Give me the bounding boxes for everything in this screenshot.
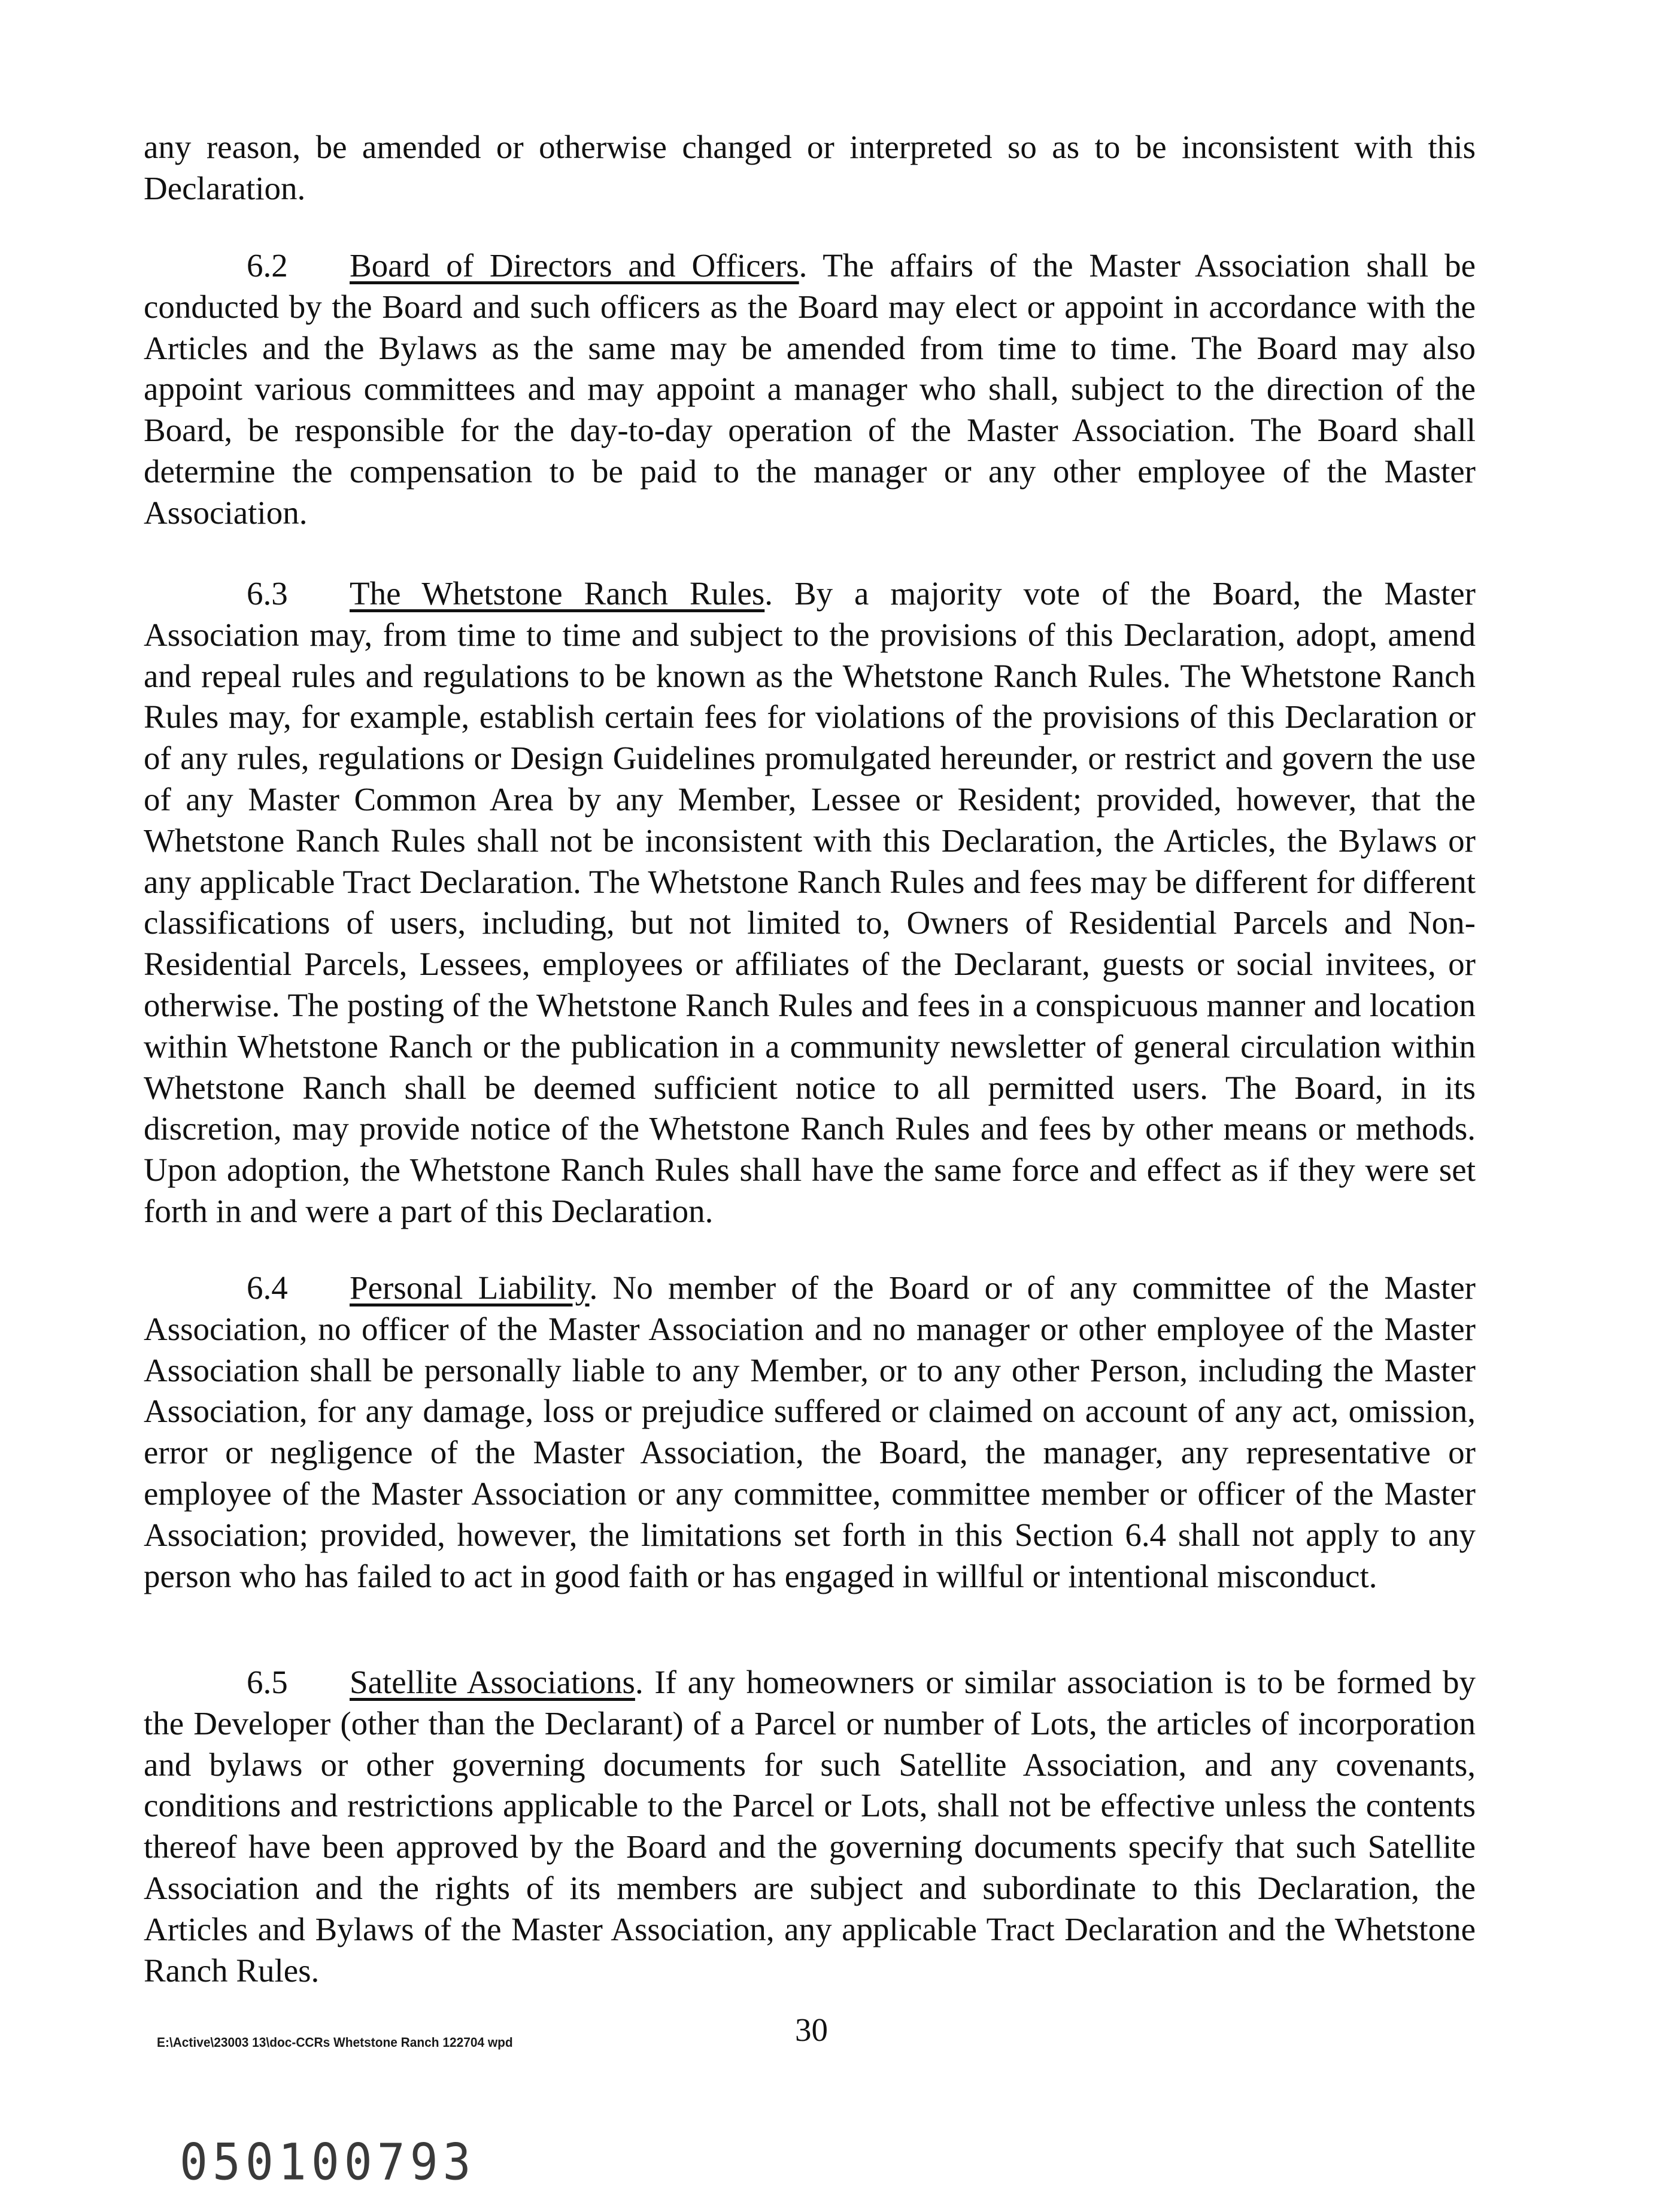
section-title: Personal Liability <box>350 1269 590 1306</box>
section-body: If any homeowners or similar association is to be formed by the Developer (other than the Declarant) of a Parcel or number of Lots, the articles of incorporation and bylaws or other governing documents for such Satellite Association, and any covenants, conditions and restrictions applicable to the Parcel or Lots, shall not be effective unless the contents thereof have been approved by the Board and the governing documents specify that such Satellite Association and the rights of its members are subject and subordinate to this Declaration, the Articles and Bylaws of the Master Association, any applicable Tract Declaration and the Whetstone Ranch Rules. <box>144 1664 1476 1989</box>
section-6-2: 6.2 Board of Directors and Officers. The affairs of the Master Association shall be conducted by the Board and such officers as the Board may elect or appoint in accordance with the Articles and the Bylaws as the same may be amended from time to time. The Board may also appoint various committees and may appoint a manager who shall, subject to the direction of the Board, be responsible for the day-to-day operation of the Master Association. The Board shall determine the compensation to be paid to the manager or any other employee of the Master Association. <box>144 245 1476 534</box>
section-number: 6.5 <box>247 1664 288 1700</box>
page-number: 30 <box>795 2012 828 2048</box>
section-number: 6.2 <box>247 247 288 284</box>
section-title: Satellite Associations <box>350 1664 635 1700</box>
section-6-3: 6.3 The Whetstone Ranch Rules. By a majority vote of the Board, the Master Association may, from time to time and subject to the provisions of this Declaration, adopt, amend and repeal rules and regulations to be known as the Whetstone Ranch Rules. The Whetstone Ranch Rules may, for example, establish certain fees for violations of the provisions of this Declaration or of any rules, regulations or Design Guidelines promulgated hereunder, or restrict and govern the use of any Master Common Area by any Member, Lessee or Resident; provided, however, that the Whetstone Ranch Rules shall not be inconsistent with this Declaration, the Articles, the Bylaws or any applicable Tract Declaration. The Whetstone Ranch Rules and fees may be different for different classifications of users, including, but not limited to, Owners of Residential Parcels and Non-Residential Parcels, Lessees, employees or affiliates of the Declarant, guests or social invitees, or otherwise. The posting of the Whetstone Ranch Rules and fees in a conspicuous manner and location within Whetstone Ranch or the publication in a community newsletter of general circulation within Whetstone Ranch shall be deemed sufficient notice to all permitted users. The Board, in its discretion, may provide notice of the Whetstone Ranch Rules and fees by other means or methods. Upon adoption, the Whetstone Ranch Rules shall have the same force and effect as if they were set forth in and were a part of this Declaration. <box>144 573 1476 1232</box>
section-title: Board of Directors and Officers <box>350 247 799 284</box>
document-stamp-number: 050100793 <box>180 2134 476 2192</box>
section-number: 6.4 <box>247 1269 288 1306</box>
section-6-4: 6.4 Personal Liability. No member of the Board or of any committee of the Master Association, no officer of the Master Association and no manager or other employee of the Master Association shall be personally liable to any Member, or to any other Person, including the Master Association, for any damage, loss or prejudice suffered or claimed on account of any act, omission, error or negligence of the Master Association, the Board, the manager, any representative or employee of the Master Association or any committee, committee member or officer of the Master Association; provided, however, the limitations set forth in this Section 6.4 shall not apply to any person who has failed to act in good faith or has engaged in willful or intentional misconduct. <box>144 1268 1476 1597</box>
lead-paragraph: any reason, be amended or otherwise changed or interpreted so as to be inconsistent with this Declaration. <box>144 129 1476 206</box>
section-body: No member of the Board or of any committee of the Master Association, no officer of the Master Association and no manager or other employee of the Master Association shall be personally liable to any Member, or to any other Person, including the Master Association, for any damage, loss or prejudice suffered or claimed on account of any act, omission, error or negligence of the Master Association, the Board, the manager, any representative or employee of the Master Association or any committee, committee member or officer of the Master Association; provided, however, the limitations set forth in this Section 6.4 shall not apply to any person who has failed to act in good faith or has engaged in willful or intentional misconduct. <box>144 1269 1476 1594</box>
section-body: By a majority vote of the Board, the Master Association may, from time to time and subject to the provisions of this Declaration, adopt, amend and repeal rules and regulations to be known as the Whetstone Ranch Rules. The Whetstone Ranch Rules may, for example, establish certain fees for violations of the provisions of this Declaration or of any rules, regulations or Design Guidelines promulgated hereunder, or restrict and govern the use of any Master Common Area by any Member, Lessee or Resident; provided, however, that the Whetstone Ranch Rules shall not be inconsistent with this Declaration, the Articles, the Bylaws or any applicable Tract Declaration. The Whetstone Ranch Rules and fees may be different for different classifications of users, including, but not limited to, Owners of Residential Parcels and Non-Residential Parcels, Lessees, employees or affiliates of the Declarant, guests or social invitees, or otherwise. The posting of the Whetstone Ranch Rules and fees in a conspicuous manner and location within Whetstone Ranch or the publication in a community newsletter of general circulation within Whetstone Ranch shall be deemed sufficient notice to all permitted users. The Board, in its discretion, may provide notice of the Whetstone Ranch Rules and fees by other means or methods. Upon adoption, the Whetstone Ranch Rules shall have the same force and effect as if they were set forth in and were a part of this Declaration. <box>144 575 1476 1229</box>
section-6-5: 6.5 Satellite Associations. If any homeowners or similar association is to be formed by the Developer (other than the Declarant) of a Parcel or number of Lots, the articles of incorporation and bylaws or other governing documents for such Satellite Association, and any covenants, conditions and restrictions applicable to the Parcel or Lots, shall not be effective unless the contents thereof have been approved by the Board and the governing documents specify that such Satellite Association and the rights of its members are subject and subordinate to this Declaration, the Articles and Bylaws of the Master Association, any applicable Tract Declaration and the Whetstone Ranch Rules. <box>144 1662 1476 1991</box>
section-number: 6.3 <box>247 575 288 612</box>
footer-file-path: E:\Active\23003 13\doc-CCRs Whetstone Ranch 122704 wpd <box>157 2035 513 2050</box>
section-title: The Whetstone Ranch Rules <box>350 575 765 612</box>
section-body: The affairs of the Master Association shall be conducted by the Board and such officers as the Board may elect or appoint in accordance with the Articles and the Bylaws as the same may be amended from time to time. The Board may also appoint various committees and may appoint a manager who shall, subject to the direction of the Board, be responsible for the day-to-day operation of the Master Association. The Board shall determine the compensation to be paid to the manager or any other employee of the Master Association. <box>144 247 1476 531</box>
